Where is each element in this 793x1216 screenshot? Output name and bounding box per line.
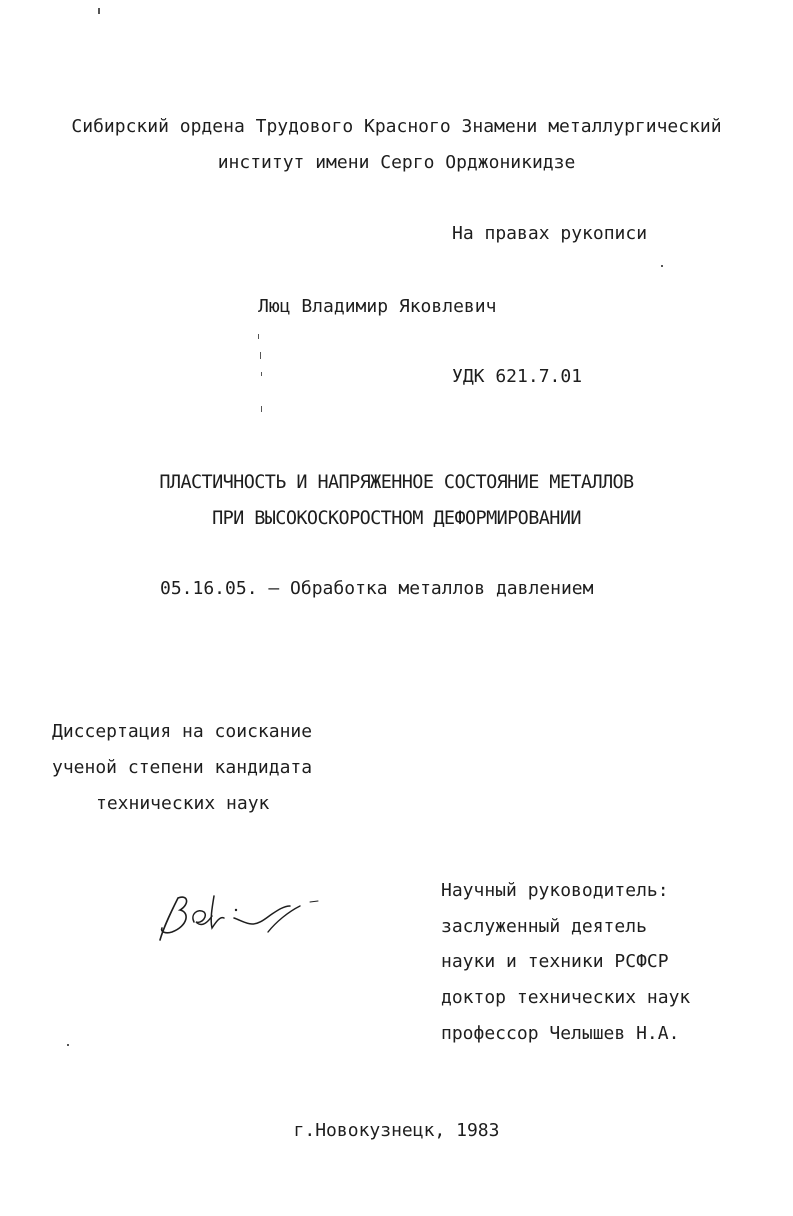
dissertation-line-2: ученой степени кандидата bbox=[52, 757, 313, 778]
dissertation-line-3: технических наук bbox=[96, 793, 270, 814]
institution-line-2: институт имени Серго Орджоникидзе bbox=[217, 152, 576, 173]
scan-speck bbox=[661, 265, 663, 267]
scan-speck bbox=[98, 8, 100, 14]
scan-speck bbox=[261, 372, 262, 376]
scan-speck bbox=[67, 1044, 69, 1046]
author-name: Люц Владимир Яковлевич bbox=[258, 296, 497, 317]
scan-speck bbox=[261, 406, 262, 412]
dissertation-title-line-2: ПРИ ВЫСОКОСКОРОСТНОМ ДЕФОРМИРОВАНИИ bbox=[212, 508, 581, 529]
udk-code: УДК 621.7.01 bbox=[452, 366, 583, 387]
supervisor-line-2: заслуженный деятель bbox=[441, 916, 647, 937]
supervisor-line-1: Научный руководитель: bbox=[441, 880, 669, 901]
scan-speck bbox=[260, 352, 261, 359]
author-signature bbox=[150, 888, 330, 948]
dissertation-title-line-1: ПЛАСТИЧНОСТЬ И НАПРЯЖЕННОЕ СОСТОЯНИЕ МЕТАЛЛОВ bbox=[159, 472, 634, 493]
dissertation-line-1: Диссертация на соискание bbox=[52, 721, 313, 742]
scan-speck bbox=[258, 334, 259, 339]
supervisor-line-3: науки и техники РСФСР bbox=[441, 951, 669, 972]
place-and-year: г.Новокузнецк, 1983 bbox=[293, 1120, 500, 1141]
supervisor-line-4: доктор технических наук bbox=[441, 987, 691, 1008]
institution-line-1: Сибирский ордена Трудового Красного Знамени металлургический bbox=[71, 116, 722, 137]
specialty-code: 05.16.05. – Обработка металлов давлением bbox=[160, 578, 594, 599]
supervisor-line-5: профессор Челышев Н.А. bbox=[441, 1023, 680, 1044]
manuscript-note: На правах рукописи bbox=[452, 223, 648, 244]
